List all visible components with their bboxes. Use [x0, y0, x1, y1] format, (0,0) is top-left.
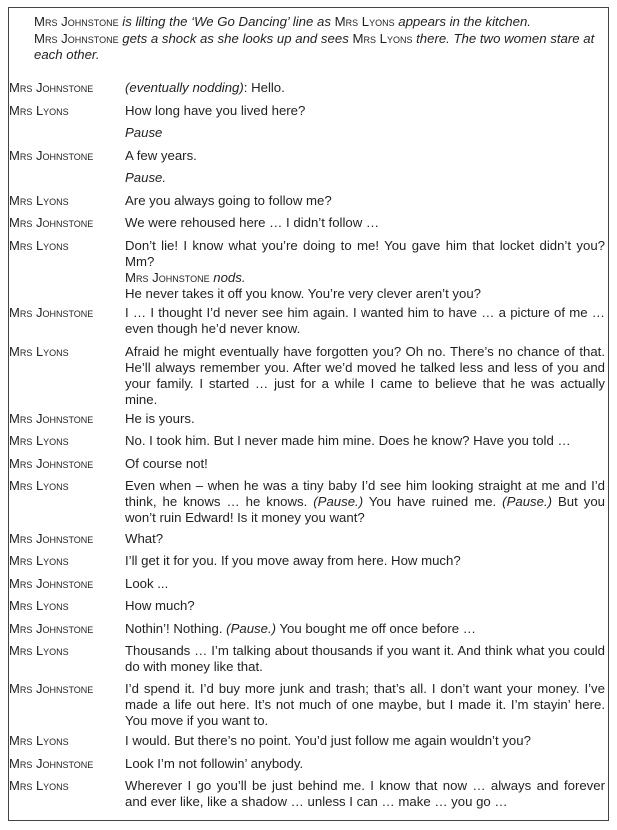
dialogue-text: Even when – when he was a tiny baby I’d see him looking straight at me and I’d think, he knows … he knows.: [125, 478, 605, 509]
dialogue-text: A few years.: [125, 148, 197, 163]
speaker-name: Mrs Johnstone: [9, 411, 94, 426]
dialogue-line: [125, 478, 605, 526]
dialogue-line: [125, 553, 605, 569]
dialogue-text: I would. But there’s no point. You’d just follow me again wouldn’t you?: [125, 733, 531, 748]
dialogue-line: [125, 238, 605, 302]
dialogue-line: [125, 80, 605, 96]
speaker-name-inline: Mrs Johnstone: [34, 14, 119, 29]
dialogue-text: Don’t lie! I know what you’re doing to me! You gave him that locket didn’t you? Mm?: [125, 238, 605, 269]
dialogue-text: there. The two women stare at each other.: [34, 30, 595, 62]
dialogue-text: He is yours.: [125, 411, 195, 426]
speaker-name: Mrs Johnstone: [9, 80, 94, 95]
dialogue-text: We were rehoused here … I didn’t follow …: [125, 215, 380, 230]
dialogue-text: You have ruined me.: [363, 494, 503, 509]
dialogue-text: He never takes it off you know. You’re very clever aren’t you?: [125, 286, 482, 301]
dialogue-text: I’ll get it for you. If you move away from here. How much?: [125, 553, 461, 568]
speaker-name-inline: Mrs Johnstone: [34, 30, 119, 46]
speaker-name: Mrs Johnstone: [9, 531, 94, 546]
dialogue-line: [125, 643, 605, 675]
dialogue-line: [125, 681, 605, 729]
dialogue-text: appears in the kitchen.: [394, 14, 531, 29]
stage-direction-intro: [34, 14, 600, 64]
stage-direction: (Pause.): [502, 494, 553, 509]
dialogue-line: [125, 778, 605, 810]
speaker-name: Mrs Johnstone: [9, 456, 94, 471]
dialogue-text: I … I thought I’d never see him again. I wanted him to have … a picture of me … even though he’d never know.: [125, 305, 605, 336]
dialogue-text: Wherever I go you’ll be just behind me. I know that now … always and forever and ever like, like a shadow … unless I can … make … you go …: [125, 778, 605, 809]
speaker-name: Mrs Lyons: [9, 433, 69, 448]
speaker-name: Mrs Johnstone: [9, 621, 94, 636]
dialogue-text: How much?: [125, 598, 195, 613]
dialogue-line: [125, 576, 605, 592]
speaker-name-inline: Mrs Lyons: [334, 14, 395, 29]
dialogue-line: [125, 170, 605, 186]
speaker-name: Mrs Lyons: [9, 778, 69, 793]
dialogue-text: Look ...: [125, 576, 169, 591]
dialogue-line: [125, 215, 605, 231]
dialogue-line: [125, 125, 605, 141]
dialogue-line: [125, 193, 605, 209]
speaker-name-inline: Mrs Lyons: [352, 30, 413, 46]
stage-direction: nods.: [209, 270, 246, 285]
speaker-name: Mrs Johnstone: [9, 215, 94, 230]
stage-direction-line-1: [34, 14, 600, 31]
dialogue-text: Afraid he might eventually have forgotten you? Oh no. There’s no chance of that. He’ll always remember you. After we’d moved he talked less and less of you and your family. I started … just for a while I came to believe that he was actually mine.: [125, 344, 605, 407]
dialogue-line: [125, 103, 605, 119]
dialogue-line: [125, 148, 605, 164]
dialogue-line: [125, 344, 605, 408]
stage-direction: Pause: [125, 125, 163, 140]
dialogue-line: [125, 305, 605, 337]
speaker-name: Mrs Johnstone: [9, 576, 94, 591]
speaker-name: Mrs Lyons: [9, 553, 69, 568]
dialogue-text: Nothin’! Nothing.: [125, 621, 227, 636]
dialogue-text: Look I’m not followin’ anybody.: [125, 756, 304, 771]
dialogue-text: You bought me off once before …: [276, 621, 476, 636]
stage-direction: (Pause.): [226, 621, 277, 636]
dialogue-line: [125, 433, 605, 449]
dialogue-text: What?: [125, 531, 164, 546]
dialogue-text: Are you always going to follow me?: [125, 193, 332, 208]
speaker-name: Mrs Lyons: [9, 733, 69, 748]
dialogue-text: : Hello.: [243, 80, 285, 95]
dialogue-line: [125, 456, 605, 472]
speaker-name: Mrs Johnstone: [9, 148, 94, 163]
speaker-name: Mrs Lyons: [9, 598, 69, 613]
dialogue-text: I’d spend it. I’d buy more junk and trash; that’s all. I don’t want your money. I’ve made a life out here. It’s not much of one maybe, but I made it. I’m stayin’ here. You move if you want to.: [125, 681, 605, 728]
speaker-name: Mrs Lyons: [9, 344, 69, 359]
stage-direction: Pause.: [125, 170, 167, 185]
dialogue-line: [125, 598, 605, 614]
speaker-name-inline: Mrs Johnstone: [125, 270, 210, 285]
dialogue-text: Of course not!: [125, 456, 208, 471]
stage-direction: (Pause.): [313, 494, 364, 509]
speaker-name: Mrs Lyons: [9, 103, 69, 118]
speaker-name: Mrs Johnstone: [9, 756, 94, 771]
dialogue-text: No. I took him. But I never made him mine. Does he know? Have you told …: [125, 433, 571, 448]
dialogue-line: [125, 733, 605, 749]
speaker-name: Mrs Johnstone: [9, 305, 94, 320]
speaker-name: Mrs Lyons: [9, 643, 69, 658]
speaker-name: Mrs Lyons: [9, 238, 69, 253]
speaker-name: Mrs Lyons: [9, 478, 69, 493]
speaker-name: Mrs Lyons: [9, 193, 69, 208]
dialogue-text: is lilting the ‘We Go Dancing’ line as: [118, 14, 335, 29]
dialogue-line: [125, 756, 605, 772]
dialogue-text: Thousands … I’m talking about thousands if you want it. And think what you could do with money like that.: [125, 643, 605, 674]
dialogue-line: [125, 531, 605, 547]
dialogue-line: [125, 411, 605, 427]
stage-direction: (eventually nodding): [125, 80, 244, 95]
speaker-name: Mrs Johnstone: [9, 681, 94, 696]
dialogue-text: gets a shock as she looks up and sees: [118, 30, 353, 46]
dialogue-text: How long have you lived here?: [125, 103, 306, 118]
dialogue-text: But you won’t ruin Edward! Is it money you want?: [125, 494, 605, 525]
stage-direction-line-2: [34, 31, 600, 64]
dialogue-line: [125, 621, 605, 637]
